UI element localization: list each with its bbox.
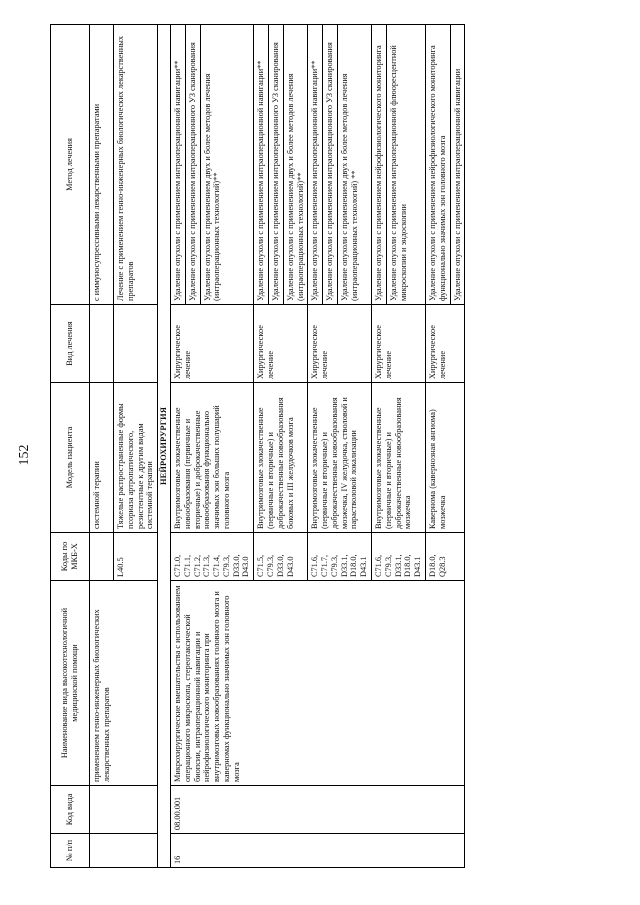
method-item: Удаление опухоли с применением интраоперационного УЗ сканирования [322,25,335,304]
header-mkb: Коды по МКБ-X [51,533,90,581]
cell-model: Внутримозговые злокачественные (первичные и вторичные) и доброкачественные новообразования мозжечка, IV желудочка, стволовой и парастволовой локализации [308,383,372,533]
method-item: Удаление опухоли с применением интраоперационной навигации** [310,60,320,301]
table-row [114,25,158,868]
cell-code [114,786,158,834]
cell-mkb: D18.0, Q28.3 [425,533,464,581]
header-name: Наименование вида высокотехнологичной медицинской помощи [51,581,90,786]
cell-model: Внутримозговые злокачественные (первичные и вторичные) и доброкачественные новообразования боковых и III желудочков мозга [254,383,308,533]
section-row [158,25,171,868]
method-item: Удаление опухоли с применением интраоперационной навигации** [172,60,182,301]
header-code: Код вида [51,786,90,834]
cell-mkb: C71.0, C71.1, C71.2, C71.3, C71.4, C79.3, D33.0, D43.0 [170,533,253,581]
header-type: Вид лечения [51,305,90,383]
rotated-page [50,25,640,868]
cell-num: 16 [170,834,464,868]
cell-code [90,786,114,834]
method-item: Удаление опухоли с применением интраоперационного УЗ сканирования [185,25,198,304]
page-number: 152 [17,444,32,466]
cell-mkb: C71.6, C71.7, C79.3, D33.1, D18.0, D43.1 [308,533,372,581]
cell-type: Хирургическое лечение [308,305,372,383]
cell-code: 08.00.001 [170,786,464,834]
cell-model: системной терапии [90,383,114,533]
cell-method [170,25,253,305]
method-item: Удаление опухоли с применением нейрофизиологического мониторинга функционально значимых зон головного мозга [427,45,447,301]
header-model: Модель пациента [51,383,90,533]
cell-method [254,25,308,305]
table-row [170,25,253,868]
table-header [51,25,90,868]
cell-num [114,834,158,868]
cell-model: Внутримозговые злокачественные (первичные и вторичные) и доброкачественные новообразования мозжечка [372,383,426,533]
cell-type: Хирургическое лечение [372,305,426,383]
section-title: НЕЙРОХИРУРГИЯ [158,25,171,868]
cell-num [90,834,114,868]
cell-model: Кавернома (кавернозная ангиома) мозжечка [425,383,464,533]
cell-method [308,25,372,305]
cell-type: Хирургическое лечение [170,305,253,383]
method-item: Удаление опухоли с применением нейрофизиологического мониторинга [374,45,384,301]
vmp-table [50,24,465,868]
cell-type [90,305,114,383]
cell-name [114,581,158,786]
header-num: № п/п [51,834,90,868]
method-item: Удаление опухоли с применением интраоперационной флюоресцентной микроскопии и эндоскопии [386,25,409,304]
cell-type: Хирургическое лечение [425,305,464,383]
cell-model: Внутримозговые злокачественные новообразования (первичные и вторичные) и доброкачественные новообразования функционально значимых зон больших полушарий головного мозга [170,383,253,533]
method-item: Удаление опухоли с применением интраоперационной навигации** [256,60,266,301]
header-method: Метод лечения [51,25,90,305]
cell-mkb: C71.6, C79.3, D33.1, D18.0, D43.1 [372,533,426,581]
cell-method [372,25,426,305]
method-item: Удаление опухоли с применением интраоперационного УЗ сканирования [268,25,281,304]
cell-mkb: L40.5 [114,533,158,581]
cell-method: с иммуносупрессивными лекарственными препаратами [90,25,114,305]
cell-mkb [90,533,114,581]
cell-model: Тяжелые распространенные формы псориаза артропатического, резистентные к другим видам системной терапии [114,383,158,533]
cell-name: Микрохирургические вмешательства с использованием операционного микроскопа, стереотаксической биопсии, интраоперационной навигации и нейрофизиологического мониторинга при внутримозговых новообразованиях головного мозга и каверномах функционально значимых зон головного мозга [170,581,464,786]
table-row [90,25,114,868]
cell-type: Хирургическое лечение [254,305,308,383]
method-item: Удаление опухоли с применением интраоперационной навигации [450,25,463,304]
cell-method [425,25,464,305]
cell-type [114,305,158,383]
cell-method: Лечение с применением генно-инженерных биологических лекарственных препаратов [114,25,158,305]
method-item: Удаление опухоли с применением двух и более методов лечения (интраоперационных технологий) ** [337,25,360,304]
cell-mkb: C71.5, C79.3, D33.0, D43.0 [254,533,308,581]
cell-name: применением генно-инженерных биологических лекарственных препаратов [90,581,114,786]
method-item: Удаление опухоли с применением двух и более методов лечения (интраоперационных технологий)** [200,25,223,304]
method-item: Удаление опухоли с применением двух и более методов лечения (интраоперационных технологий)** [283,25,306,304]
